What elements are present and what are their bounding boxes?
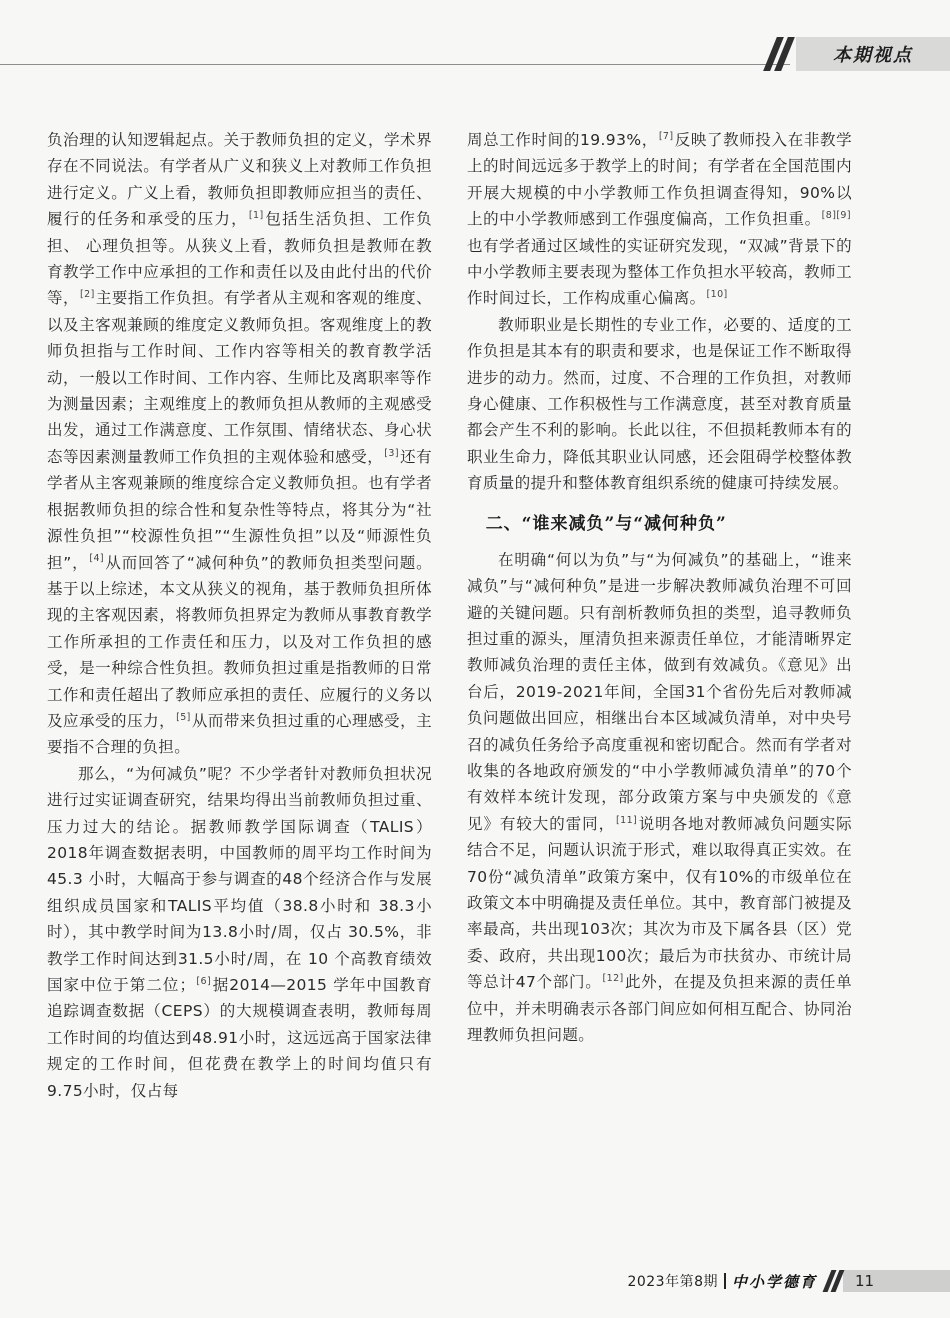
paragraph-text: 也有学者通过区域性的实证研究发现，“双减”背景下的中小学教师主要表现为整体工作负担水平较高，教师工作时间过长，工作构成重心偏离。 <box>467 236 852 308</box>
footer-divider <box>724 1273 726 1289</box>
section-heading: 二、“谁来减负”与“减何种负” <box>485 513 727 534</box>
citation-ref: [1] <box>248 210 264 222</box>
section-label: 本期视点 <box>796 37 950 71</box>
paragraph-text: 据2014—2015 学年中国教育追踪调查数据（CEPS）的大规模调查表明，教师每周工作时间的均值达到48.91小时，这远远高于国家法律规定的工作时间，但花费在教学上的时间均值只有9.75小时，仅占每 <box>47 976 432 1100</box>
page-footer <box>627 1270 950 1292</box>
citation-ref: [11] <box>616 814 638 826</box>
paragraph-text: 在明确“何以为负”与“为何减负”的基础上，“谁来减负”与“减何种负”是进一步解决教师减负治理不可回避的关键问题。只有剖析教师负担的类型，追寻教师负担过重的源头，厘清负担来源责任单位，才能清晰界定教师减负治理的责任主体，做到有效减负。《意见》出台后，2019-2021年间，全国31个省份先后对教师减负问题做出回应，相继出台本区域减负清单，对中央号召的减负任务给予高度重视和密切配合。然而有学者对收集的各地政府颁发的“中小学教师减负清单”的70个有效样本统计发现，部分政策方案与中央颁发的《意见》有较大的雷同， <box>467 550 852 833</box>
footer-issue: 2023年第8期 <box>627 1274 718 1290</box>
citation-ref: [10] <box>706 289 728 301</box>
body-paragraph <box>47 761 432 1104</box>
citation-ref: [4] <box>89 553 105 565</box>
citation-ref: [2] <box>80 289 95 301</box>
paragraph-text: 周总工作时间的19.93%， <box>467 131 658 149</box>
paragraph-text: 此外，在提及负担来源的责任单位中，并未明确表示各部门间应如何相互配合、协同治理教师负担问题。 <box>467 973 853 1044</box>
left-column <box>47 127 432 1104</box>
right-column <box>467 127 852 1048</box>
citation-ref: [3] <box>384 447 399 459</box>
section-header-tab <box>770 37 950 71</box>
citation-ref: [6] <box>196 975 212 987</box>
paragraph-text: 主要指工作负担。有学者从主观和客观的维度、以及主客观兼顾的维度定义教师负担。客观维度上的教师负担指与工作时间、工作内容等相关的教育教学活动，一般以工作时间、工作内容、生师比及离职率等作为测量因素；主观维度上的教师负担从教师的主观感受出发，通过工作满意度、工作氛围、情绪状态、身心状态等因素测量教师工作负担的主观体验和感受， <box>47 289 432 466</box>
paragraph-text: 说明各地对教师减负问题实际结合不足，问题认识流于形式，难以取得真正实效。在 70份“减负清单”政策方案中，仅有10%的市级单位在政策文本中明确提及责任单位。其中，教育部门被提及率最高，共出现103次；其次为市及下属各县（区）党委、政府，共出现100次；最后为市扶贫办、市统计局等总计47个部门。 <box>467 814 852 992</box>
paragraph-text: 包括生活负担、工作负担、 心理负担等。从狭义上看，教师负担是教师在教育教学工作中应承担的工作和责任以及由此付出的代价等， <box>47 210 432 308</box>
body-paragraph <box>467 547 852 1049</box>
citation-ref: [12] <box>602 973 624 985</box>
paragraph-text: 负治理的认知逻辑起点。关于教师负担的定义，学术界存在不同说法。有学者从广义和狭义上对教师工作负担进行定义。广义上看，教师负担即教师应担当的责任、履行的任务和承受的压力， <box>47 131 432 229</box>
paragraph-text: 从而带来负担过重的心理感受，主要指不合理的负担。 <box>47 711 432 757</box>
paragraph-text: 反映了教师投入在非教学上的时间远远多于教学上的时间；有学者在全国范围内开展大规模的中小学教师工作负担调查得知，90%以上的中小学教师感到工作强度偏高，工作负担重。 <box>467 131 852 229</box>
citation-ref: [8][9] <box>821 210 851 222</box>
body-paragraph <box>467 127 852 312</box>
paragraph-text: 还有学者从主客观兼顾的维度综合定义教师负担。也有学者根据教师负担的综合性和复杂性等特点，将其分为“社源性负担”“校源性负担”“生源性负担”以及“师源性负担”， <box>47 447 432 572</box>
paragraph-text: 教师职业是长期性的专业工作，必要的、适度的工作负担是其本有的职责和要求，也是保证工作不断取得进步的动力。然而，过度、不合理的工作负担，对教师身心健康、工作积极性与工作满意度，甚至对教育质量都会产生不利的影响。长此以往，不但损耗教师本有的职业生命力，降低其职业认同感，还会阻碍学校整体教育质量的提升和整体教育组织系统的健康可持续发展。 <box>467 315 852 493</box>
citation-ref: [5] <box>176 711 191 723</box>
paragraph-text: 那么，“为何减负”呢？不少学者针对教师负担状况进行过实证调查研究，结果均得出当前教师负担过重、压力过大的结论。据教师教学国际调查（TALIS）2018年调查数据表明，中国教师的周平均工作时间为 45.3 小时，大幅高于参与调查的48个经济合作与发展组织成员国家和TALIS平均值（38.8小时和 38.3小时），其中教学时间为13.8小时/周，仅占 30.5%，非教学工作时间达到31.5小时/周，在 10 个高教育绩效国家中位于第二位； <box>47 764 432 994</box>
body-paragraph <box>47 127 432 761</box>
body-paragraph <box>467 312 852 497</box>
paragraph-text: 从而回答了“减何种负”的教师负担类型问题。基于以上综述，本文从狭义的视角，基于教师负担所体现的主客观因素，将教师负担界定为教师从事教育教学工作所承担的工作责任和压力，以及对工作负担的感受，是一种综合性负担。教师负担过重是指教师的日常工作和责任超出了教师应承担的责任、应履行的义务以及应承受的压力， <box>47 553 432 730</box>
header-rule <box>0 64 790 65</box>
citation-ref: [7] <box>658 130 674 142</box>
page-number: 11 <box>843 1270 950 1292</box>
footer-journal-name: 中小学德育 <box>731 1272 817 1291</box>
